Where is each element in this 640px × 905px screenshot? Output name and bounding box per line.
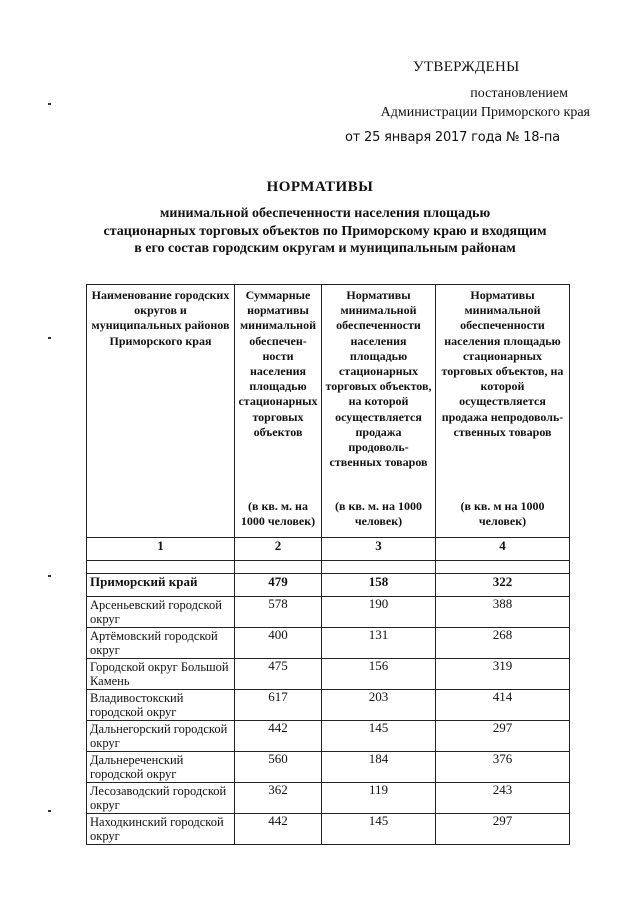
row-food-value: 190 [322, 597, 436, 628]
row-nonfood-value: 297 [436, 814, 570, 845]
table-header-row [87, 285, 570, 538]
row-food-value: 203 [322, 690, 436, 721]
row-total-value: 479 [235, 574, 322, 597]
row-food-value: 145 [322, 814, 436, 845]
column-number: 1 [87, 538, 235, 561]
row-name: Находкинский городской округ [87, 814, 235, 845]
table-row-total [87, 574, 570, 597]
header-municipality: Наименование городских округов и муниципальных районов Приморского края [87, 285, 235, 538]
table-row [87, 597, 570, 628]
table-row [87, 783, 570, 814]
row-nonfood-value: 319 [436, 659, 570, 690]
subtitle-line: в его состав городским округам и муниципальным районам [134, 241, 516, 256]
row-total-value: 362 [235, 783, 322, 814]
row-total-value: 617 [235, 690, 322, 721]
table-row [87, 659, 570, 690]
header-unit: (в кв. м на 1000 человек) [460, 498, 545, 528]
document-title: НОРМАТИВЫ [266, 179, 374, 195]
scan-mark [48, 575, 51, 577]
row-nonfood-value: 376 [436, 752, 570, 783]
row-total-value: 560 [235, 752, 322, 783]
row-name: Лесозаводский городской округ [87, 783, 235, 814]
table-row [87, 628, 570, 659]
column-number: 2 [235, 538, 322, 561]
row-nonfood-value: 297 [436, 721, 570, 752]
row-food-value: 156 [322, 659, 436, 690]
row-name: Артёмовский городской округ [87, 628, 235, 659]
row-name: Арсеньевский городской округ [87, 597, 235, 628]
row-food-value: 184 [322, 752, 436, 783]
approval-title: УТВЕРЖДЕНЫ [413, 59, 520, 75]
approval-resolution-label: постановлением [470, 86, 568, 101]
table-row [87, 690, 570, 721]
row-name: Дальнегорский городской округ [87, 721, 235, 752]
table-row [87, 752, 570, 783]
row-nonfood-value: 388 [436, 597, 570, 628]
norms-table [86, 284, 570, 845]
column-number: 4 [436, 538, 570, 561]
header-unit: (в кв. м. на 1000 человек) [335, 498, 422, 528]
approval-authority: Администрации Приморского края [380, 105, 590, 120]
column-number-row [87, 538, 570, 561]
row-total-value: 442 [235, 721, 322, 752]
header-total-norm: Суммарные нормативы минимальной обеспечен-ности населения площадью стационарных торговых объектов (в кв. м. на 1000 человек) [235, 285, 322, 538]
row-name: Приморский край [87, 574, 235, 597]
row-nonfood-value: 243 [436, 783, 570, 814]
table-row [87, 814, 570, 845]
row-name: Дальнереченский городской округ [87, 752, 235, 783]
row-total-value: 442 [235, 814, 322, 845]
scan-mark [48, 810, 51, 812]
row-name: Владивостокский городской округ [87, 690, 235, 721]
document-subtitle [90, 205, 560, 258]
column-number: 3 [322, 538, 436, 561]
scan-mark [48, 337, 51, 339]
row-food-value: 119 [322, 783, 436, 814]
row-nonfood-value: 268 [436, 628, 570, 659]
header-food-norm: Нормативы минимальной обеспеченности населения площадью стационарных торговых объектов, на которой осуществляется продажа продоволь-ственных товаров (в кв. м. на 1000 человек) [322, 285, 436, 538]
row-nonfood-value: 322 [436, 574, 570, 597]
row-total-value: 578 [235, 597, 322, 628]
row-food-value: 145 [322, 721, 436, 752]
row-name: Городской округ Большой Камень [87, 659, 235, 690]
header-unit: (в кв. м. на 1000 человек) [240, 498, 316, 528]
spacer-row [87, 561, 570, 574]
row-food-value: 158 [322, 574, 436, 597]
subtitle-line: минимальной обеспеченности населения площадью [159, 206, 491, 221]
row-total-value: 400 [235, 628, 322, 659]
approval-date-number: от 25 января 2017 года № 18-па [345, 130, 560, 145]
scan-mark [48, 103, 51, 105]
header-nonfood-norm: Нормативы минимальной обеспеченности населения площадью стационарных торговых объектов, на которой осуществляется продажа непродоволь-ственных товаров (в кв. м на 1000 человек) [436, 285, 570, 538]
row-total-value: 475 [235, 659, 322, 690]
row-nonfood-value: 414 [436, 690, 570, 721]
row-food-value: 131 [322, 628, 436, 659]
subtitle-line: стационарных торговых объектов по Приморскому краю и входящим [103, 223, 547, 239]
table-row [87, 721, 570, 752]
